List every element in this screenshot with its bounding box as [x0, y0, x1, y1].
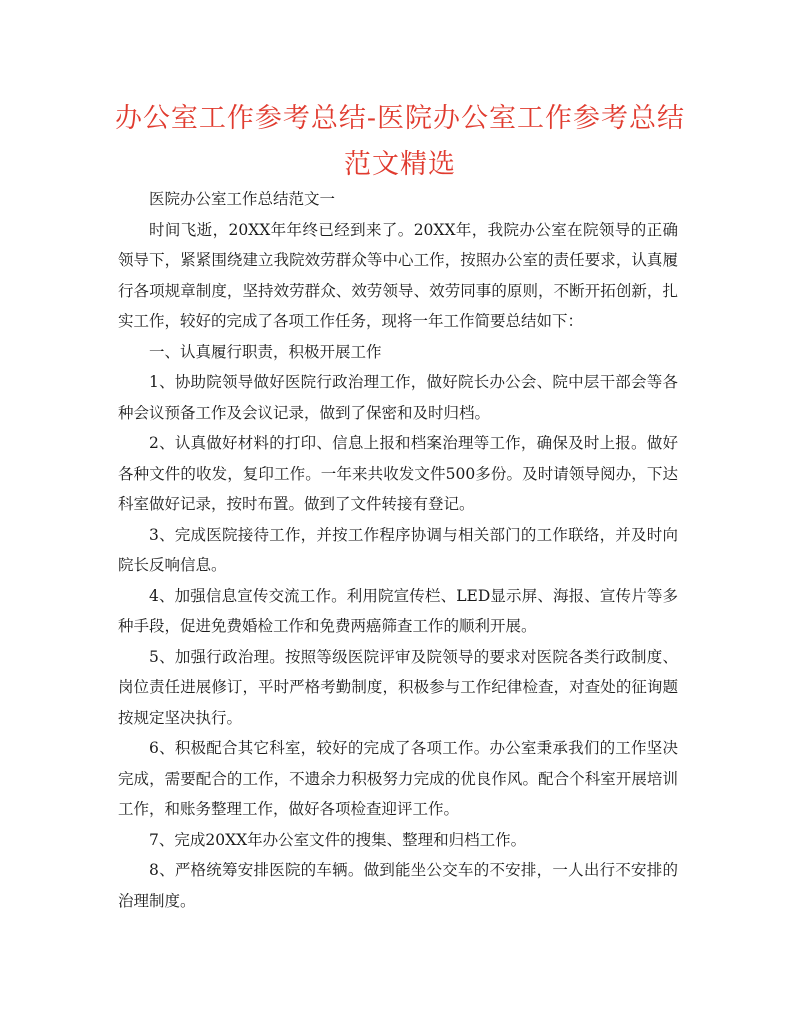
document-body	[118, 184, 678, 916]
list-item-3: 3、完成医院接待工作，并按工作程序协调与相关部门的工作联络，并及时向院长反响信息。	[118, 525, 678, 574]
list-item-6: 6、积极配合其它科室，较好的完成了各项工作。办公室秉承我们的工作坚决完成，需要配合的工作，不遗余力积极努力完成的优良作风。配合个科室开展培训工作，和账务整理工作，做好各项检查迎评工作。	[118, 739, 678, 818]
list-item-7: 7、完成20XX年办公室文件的搜集、整理和归档工作。	[149, 830, 527, 849]
list-item-2: 2、认真做好材料的打印、信息上报和档案治理等工作，确保及时上报。做好各种文件的收发，复印工作。一年来共收发文件500多份。及时请领导阅办，下达科室做好记录，按时布置。做到了文件转接有登记。	[118, 434, 678, 513]
title-line-1: 办公室工作参考总结-医院办公室工作参考总结	[114, 103, 686, 134]
document-title	[110, 96, 690, 188]
list-item-8: 8、严格统筹安排医院的车辆。做到能坐公交车的不安排，一人出行不安排的治理制度。	[118, 861, 678, 910]
section-subtitle: 医院办公室工作总结范文一	[149, 190, 336, 208]
list-item-5: 5、加强行政治理。按照等级医院评审及院领导的要求对医院各类行政制度、岗位责任进展修订，平时严格考勤制度，积极参与工作纪律检查，对查处的征询题按规定坚决执行。	[118, 647, 678, 727]
list-item-1: 1、协助院领导做好医院行政治理工作，做好院长办公会、院中层干部会等各种会议预备工作及会议记录，做到了保密和及时归档。	[118, 373, 678, 422]
list-item-4: 4、加强信息宣传交流工作。利用院宣传栏、LED显示屏、海报、宣传片等多种手段，促进免费婚检工作和免费两癌筛查工作的顺利开展。	[118, 586, 678, 635]
title-line-2: 范文精选	[344, 149, 456, 180]
section-heading: 一、认真履行职责，积极开展工作	[149, 342, 382, 361]
intro-paragraph: 时间飞逝，20XX年年终已经到来了。20XX年，我院办公室在院领导的正确领导下，紧紧围绕建立我院效劳群众等中心工作，按照办公室的责任要求，认真履行各项规章制度，坚持效劳群众、效劳领导、效劳同事的原则，不断开拓创新，扎实工作，较好的完成了各项工作任务，现将一年工作简要总结如下：	[118, 220, 678, 330]
